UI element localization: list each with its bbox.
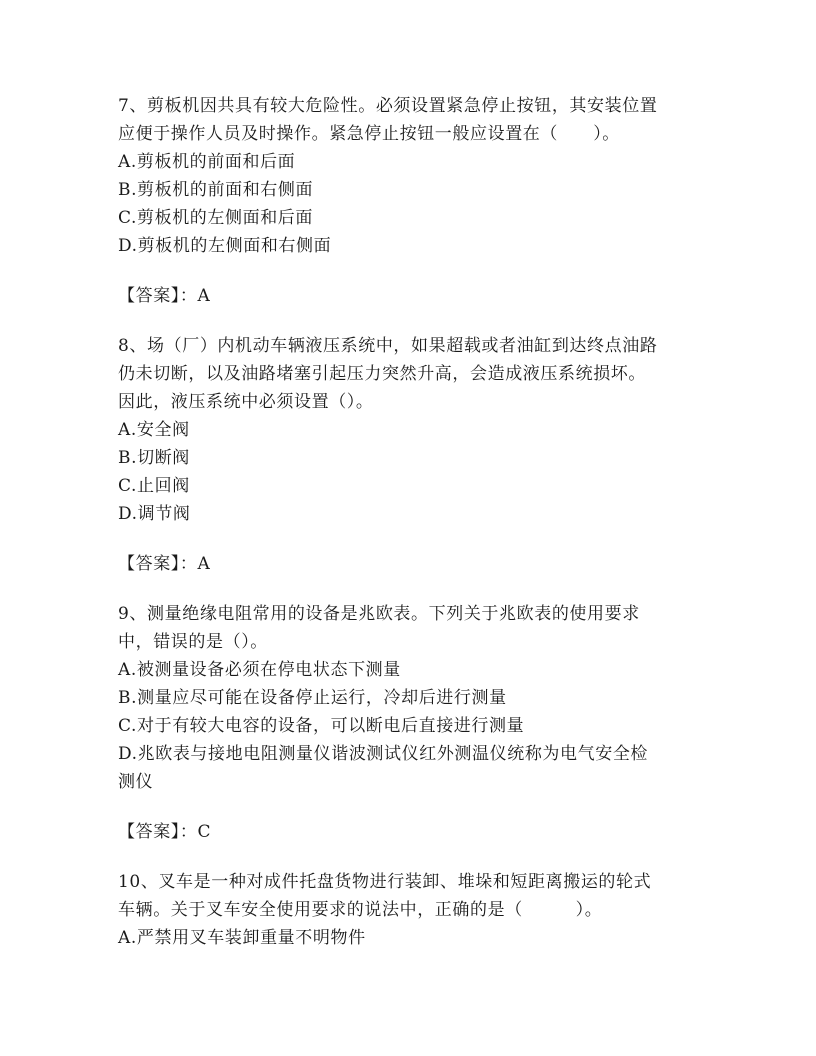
document-page	[118, 92, 698, 952]
option-c: C.对于有较大电容的设备，可以断电后直接进行测量	[118, 716, 525, 736]
question-7	[118, 92, 698, 310]
option-a: A.剪板机的前面和后面	[118, 152, 296, 172]
question-stem-line: 10、叉车是一种对成件托盘货物进行装卸、堆垛和短距离搬运的轮式	[118, 872, 652, 892]
option-a: A.安全阀	[118, 420, 190, 440]
option-d: D.兆欧表与接地电阻测量仪谐波测试仪红外测温仪统称为电气安全检	[118, 744, 649, 764]
option-d-continued: 测仪	[118, 772, 154, 792]
option-d: D.调节阀	[118, 504, 191, 524]
question-9	[118, 600, 698, 846]
option-b: B.剪板机的前面和右侧面	[118, 180, 314, 200]
option-a: A.严禁用叉车装卸重量不明物件	[118, 928, 366, 948]
question-10	[118, 868, 698, 952]
question-8	[118, 332, 698, 578]
question-stem-line: 9、测量绝缘电阻常用的设备是兆欧表。下列关于兆欧表的使用要求	[118, 604, 640, 624]
question-stem-line: 应便于操作人员及时操作。紧急停止按钮一般应设置在（ ）。	[118, 124, 620, 144]
option-b: B.切断阀	[118, 448, 190, 468]
option-b: B.测量应尽可能在设备停止运行，冷却后进行测量	[118, 688, 507, 708]
option-d: D.剪板机的左侧面和右侧面	[118, 236, 332, 256]
question-stem-line: 中，错误的是（）。	[118, 632, 268, 652]
question-stem-line: 7、剪板机因共具有较大危险性。必须设置紧急停止按钮，其安装位置	[118, 96, 658, 116]
answer-label: 【答案】：C	[118, 822, 212, 842]
question-stem-line: 因此，液压系统中必须设置（）。	[118, 392, 374, 412]
answer-label: 【答案】：A	[118, 554, 211, 574]
question-stem-line: 8、场（厂）内机动车辆液压系统中，如果超载或者油缸到达终点油路	[118, 336, 658, 356]
question-stem-line: 车辆。关于叉车安全使用要求的说法中，正确的是（ ）。	[118, 900, 603, 920]
option-c: C.剪板机的左侧面和后面	[118, 208, 314, 228]
question-stem-line: 仍未切断，以及油路堵塞引起压力突然升高，会造成液压系统损坏。	[118, 364, 646, 384]
answer-label: 【答案】：A	[118, 286, 211, 306]
option-c: C.止回阀	[118, 476, 190, 496]
option-a: A.被测量设备必须在停电状态下测量	[118, 660, 401, 680]
